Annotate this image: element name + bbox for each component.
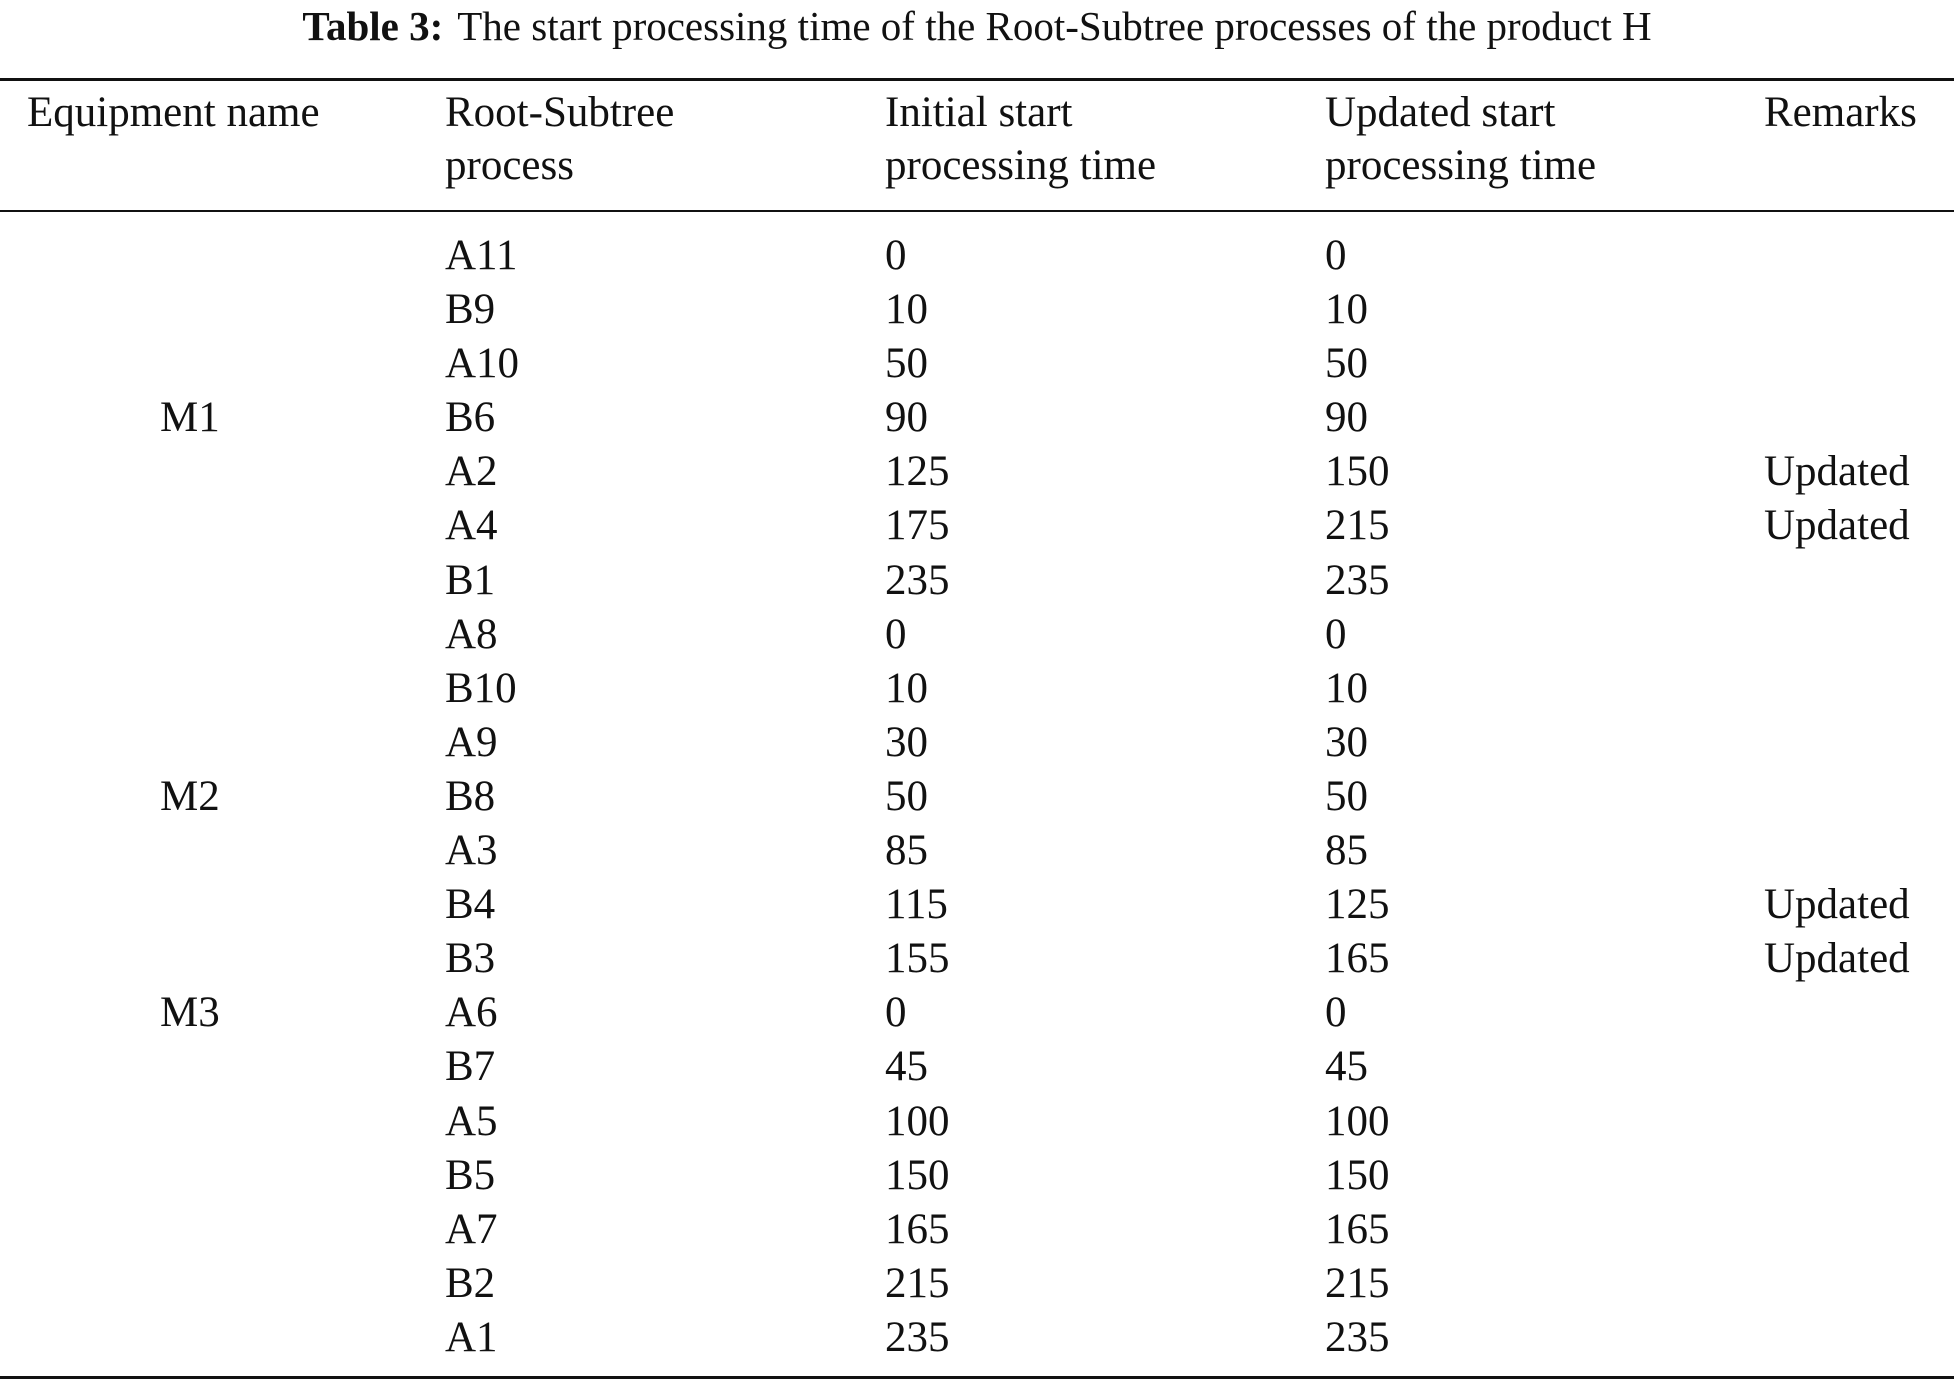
process-cell: A10 [445, 340, 520, 388]
remarks-cell: Updated [1764, 935, 1910, 983]
equipment-name-cell: M2 [160, 773, 220, 820]
process-cell: A5 [445, 1097, 498, 1145]
updated-time-cell: 215 [1325, 1259, 1390, 1307]
initial-time-cell: 0 [885, 232, 907, 279]
initial-time-cell: 90 [885, 394, 928, 442]
table-row [0, 608, 1954, 662]
initial-time-cell: 30 [885, 718, 928, 766]
table-row [0, 1203, 1954, 1257]
process-cell: B10 [445, 664, 517, 712]
table-row [0, 499, 1954, 553]
updated-time-cell: 90 [1325, 394, 1368, 442]
table-row [0, 824, 1954, 878]
initial-time-cell: 165 [885, 1205, 950, 1253]
table-caption [0, 0, 1954, 52]
initial-time-cell: 155 [885, 935, 950, 983]
header-equipment-name: Equipment name [27, 89, 320, 136]
initial-time-cell: 10 [885, 286, 928, 334]
updated-time-cell: 215 [1325, 502, 1390, 550]
header-root-subtree-process: Root-Subtree process [445, 89, 675, 189]
initial-time-cell: 150 [885, 1151, 950, 1199]
table-title: The start processing time of the Root-Subtree processes of the product H [457, 3, 1652, 49]
updated-time-cell: 165 [1325, 935, 1390, 983]
initial-time-cell: 0 [885, 989, 907, 1037]
process-cell: B6 [445, 394, 496, 442]
process-cell: B9 [445, 286, 496, 334]
process-cell: A7 [445, 1205, 498, 1253]
updated-time-cell: 50 [1325, 772, 1368, 820]
process-cell: A9 [445, 718, 498, 766]
updated-time-cell: 85 [1325, 827, 1368, 875]
equipment-name-cell: M3 [160, 989, 220, 1037]
updated-time-cell: 235 [1325, 556, 1390, 604]
equipment-name-cell: M1 [160, 394, 220, 442]
bottom-rule [0, 1376, 1954, 1379]
updated-time-cell: 0 [1325, 989, 1347, 1037]
process-cell: B5 [445, 1151, 496, 1199]
table-label: Table 3: [302, 3, 444, 49]
table-row [0, 1311, 1954, 1365]
process-cell: A11 [445, 232, 518, 279]
initial-time-cell: 235 [885, 1313, 950, 1361]
updated-time-cell: 0 [1325, 232, 1347, 279]
header-remarks: Remarks [1764, 89, 1917, 136]
updated-time-cell: 150 [1325, 1151, 1390, 1199]
initial-time-cell: 50 [885, 772, 928, 820]
initial-time-cell: 85 [885, 827, 928, 875]
table-body [0, 229, 1954, 1365]
table-row [0, 770, 1954, 824]
header-initial-start-time: Initial start processing time [885, 89, 1157, 189]
initial-time-cell: 10 [885, 664, 928, 712]
updated-time-cell: 10 [1325, 664, 1368, 712]
process-cell: B8 [445, 772, 496, 820]
updated-time-cell: 30 [1325, 718, 1368, 766]
process-cell: B2 [445, 1259, 496, 1307]
updated-time-cell: 150 [1325, 448, 1390, 496]
process-cell: A4 [445, 502, 498, 550]
initial-time-cell: 125 [885, 448, 950, 496]
updated-time-cell: 10 [1325, 286, 1368, 334]
table-row [0, 229, 1954, 283]
table-row [0, 716, 1954, 770]
table-row [0, 932, 1954, 986]
top-rule [0, 78, 1954, 81]
process-cell: B1 [445, 556, 496, 604]
process-cell: A2 [445, 448, 498, 496]
initial-time-cell: 235 [885, 556, 950, 604]
table-row [0, 878, 1954, 932]
remarks-cell: Updated [1764, 448, 1910, 496]
table-row [0, 337, 1954, 391]
table-row [0, 1095, 1954, 1149]
initial-time-cell: 50 [885, 340, 928, 388]
table-row [0, 445, 1954, 499]
remarks-cell: Updated [1764, 881, 1910, 929]
table-row [0, 662, 1954, 716]
process-cell: A3 [445, 827, 498, 875]
process-cell: A1 [445, 1313, 498, 1361]
process-cell: B7 [445, 1043, 496, 1091]
initial-time-cell: 0 [885, 610, 907, 658]
process-cell: A6 [445, 989, 498, 1037]
updated-time-cell: 45 [1325, 1043, 1368, 1091]
initial-time-cell: 45 [885, 1043, 928, 1091]
updated-time-cell: 50 [1325, 340, 1368, 388]
process-cell: B4 [445, 881, 496, 929]
header-rule [0, 210, 1954, 212]
table-row [0, 1257, 1954, 1311]
initial-time-cell: 215 [885, 1259, 950, 1307]
table-row [0, 283, 1954, 337]
initial-time-cell: 115 [885, 881, 948, 929]
table-row [0, 554, 1954, 608]
table-row [0, 1040, 1954, 1094]
table-row [0, 986, 1954, 1040]
table-row [0, 1149, 1954, 1203]
updated-time-cell: 100 [1325, 1097, 1390, 1145]
updated-time-cell: 235 [1325, 1313, 1390, 1361]
process-cell: B3 [445, 935, 496, 983]
table-row [0, 391, 1954, 445]
updated-time-cell: 0 [1325, 610, 1347, 658]
initial-time-cell: 100 [885, 1097, 950, 1145]
updated-time-cell: 165 [1325, 1205, 1390, 1253]
process-cell: A8 [445, 610, 498, 658]
initial-time-cell: 175 [885, 502, 950, 550]
header-updated-start-time: Updated start processing time [1325, 89, 1597, 189]
remarks-cell: Updated [1764, 502, 1910, 550]
updated-time-cell: 125 [1325, 881, 1390, 929]
